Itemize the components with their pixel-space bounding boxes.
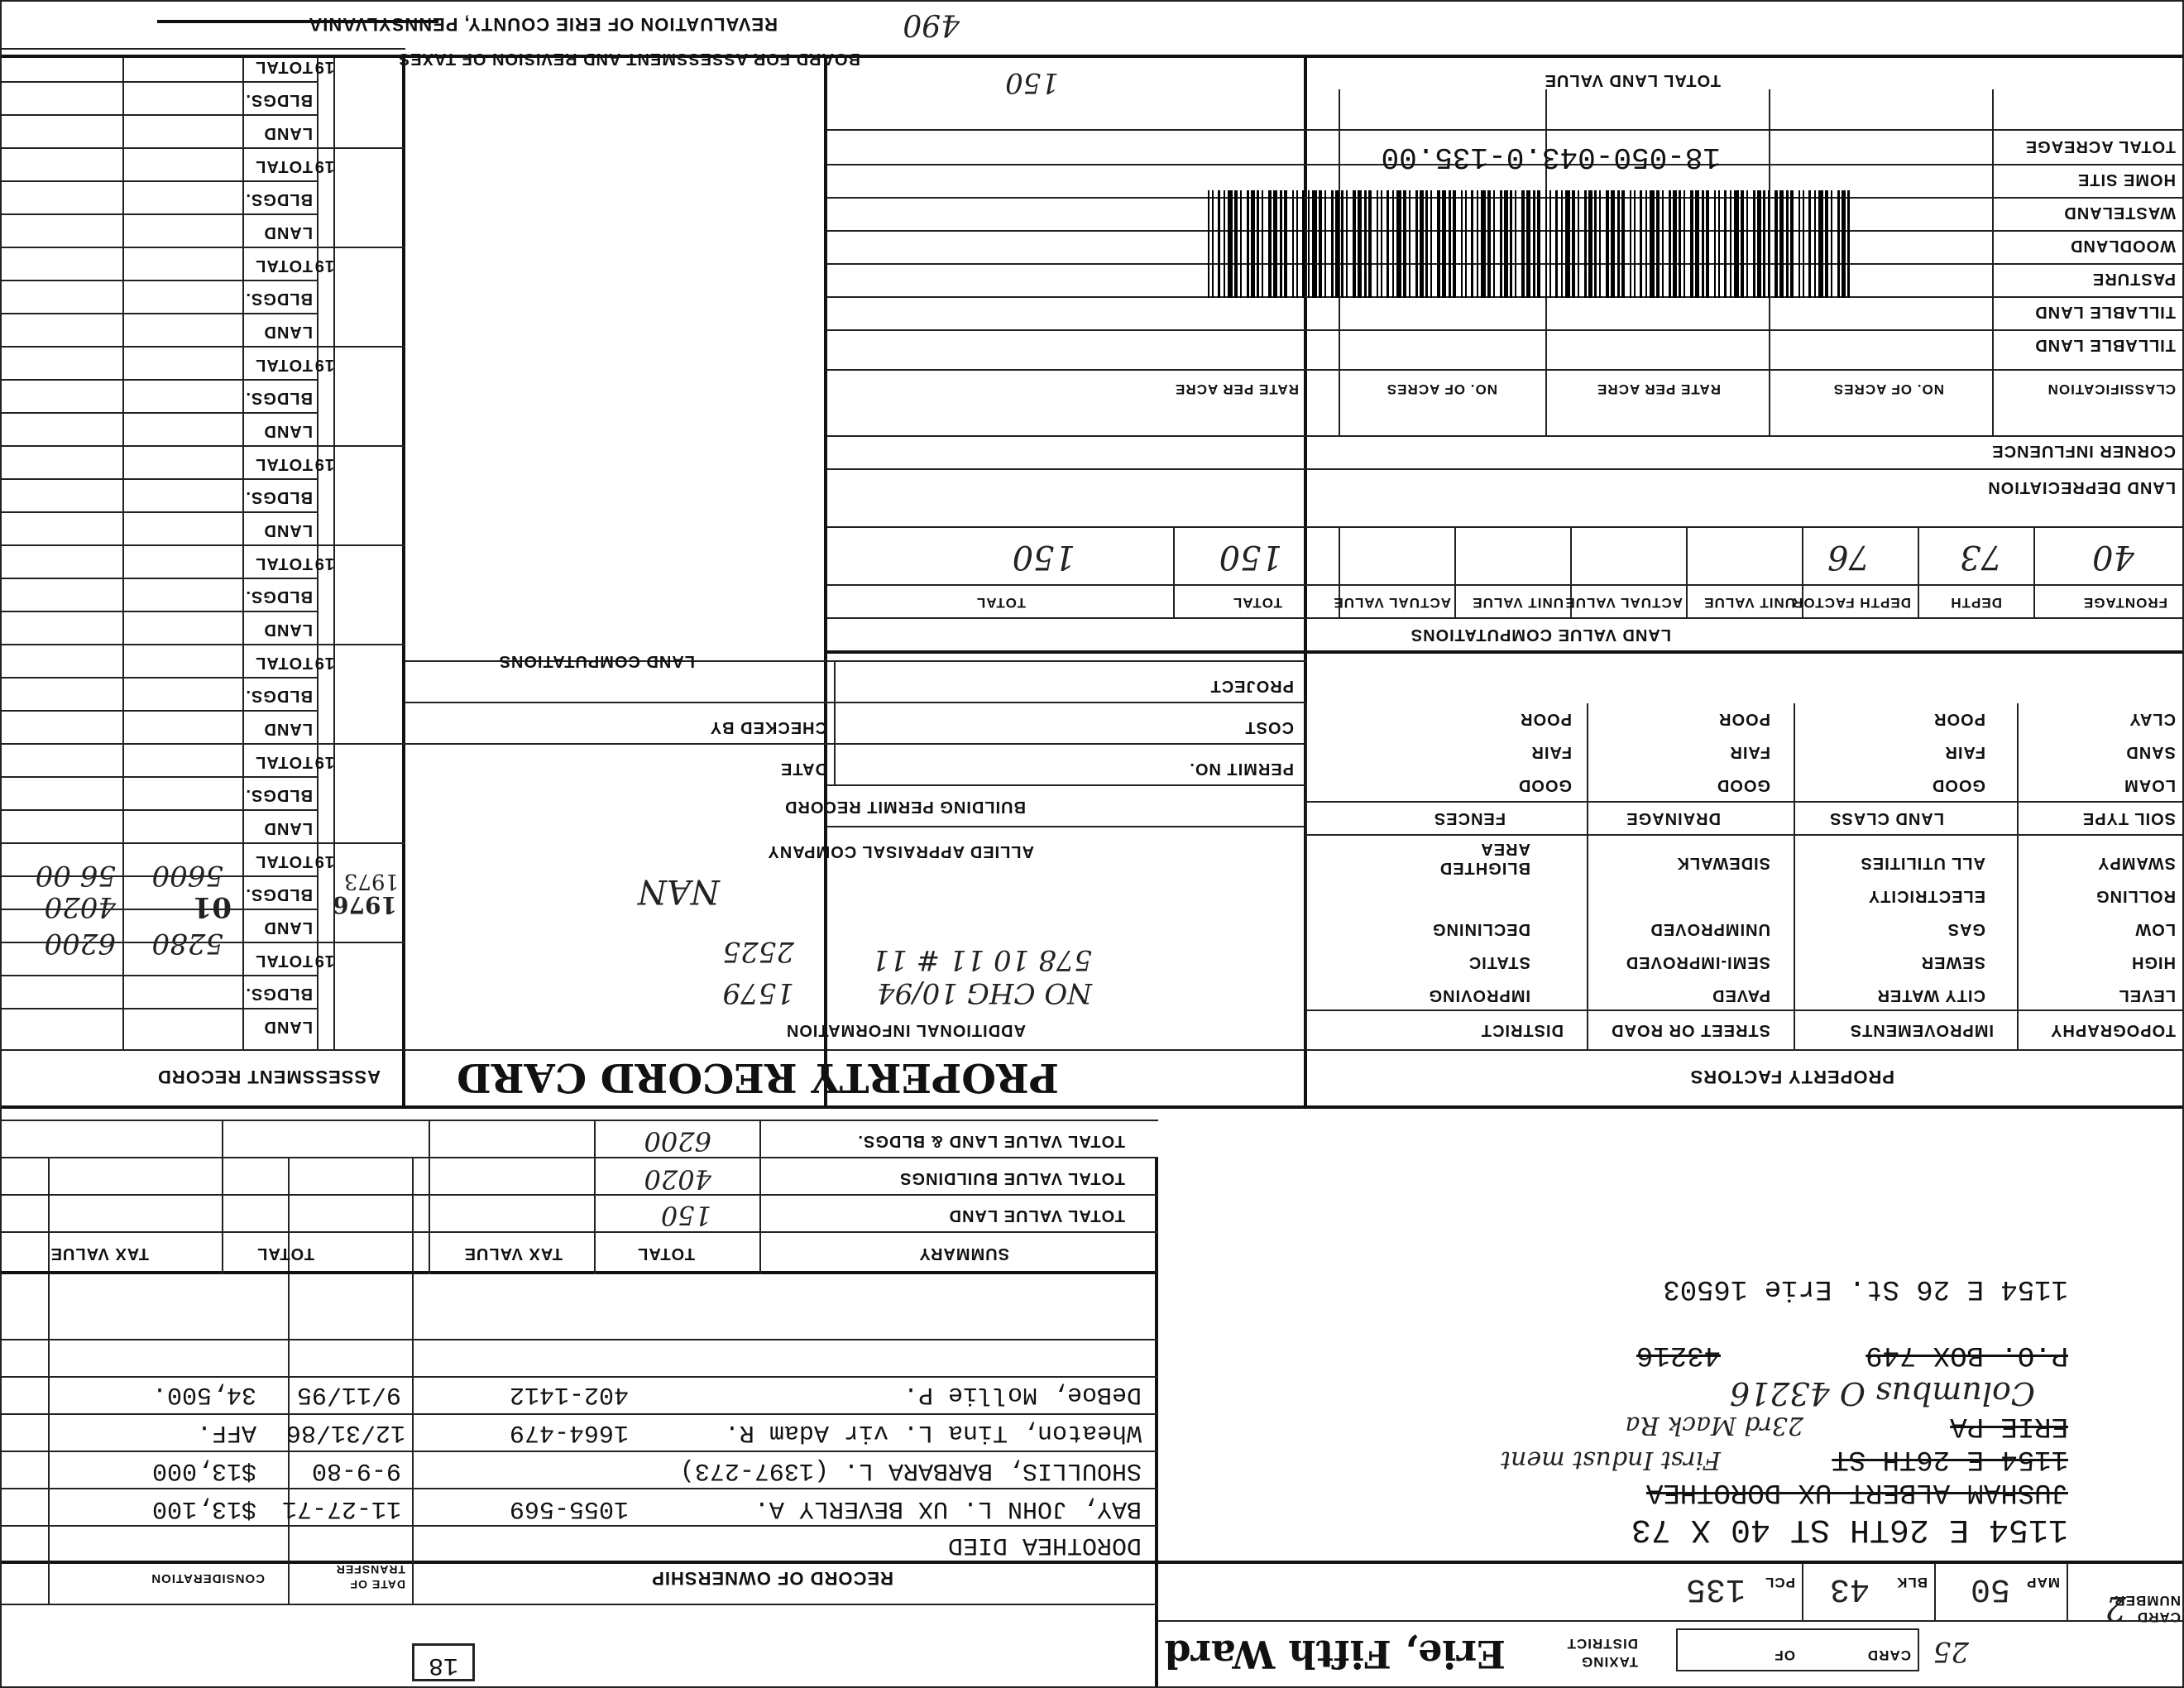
land-value-title: LAND VALUE COMPUTATIONS [1410,626,1671,644]
lv-corner-influence: CORNER INFLUENCE [1991,442,2176,460]
taxing-label: TAXING [1581,1654,1638,1670]
owner-3-name: Wheaton, Tina L. vir Adam R. [724,1418,1142,1446]
owner-2-date: 9-9-80 [311,1456,401,1484]
acre-rate-2: RATE PER ACRE [1175,381,1299,397]
improvement-electricity[interactable]: ELECTRICITY [1867,887,1985,905]
assessment-row-total: TOTAL [255,356,313,374]
address-hand2: 23rd Mack Ra [1625,1411,1803,1440]
acre-classification: CLASSIFICATION [2047,381,2176,397]
owner-1-name: BAY, JOHN L. UX BEVERLY A. [754,1494,1142,1523]
land-class-fair[interactable]: FAIR [1944,743,1985,761]
assessment-row-land: LAND [263,323,313,341]
assessment-row-bldgs: BLDGS. [245,687,313,705]
permit-no-label: PERMIT NO. [1189,760,1294,778]
district-declining[interactable]: DECLINING [1432,920,1530,938]
info-hand1: NO CHG 10/94 [876,976,1092,1009]
assessment-row-land: LAND [263,1018,313,1036]
address-hand1: First Indust ment [1500,1446,1721,1475]
owner-1-consideration: $13,100 [151,1494,256,1523]
land-computations-label: LAND COMPUTATIONS [498,652,695,670]
assessment-year-prefix: 19 [314,654,334,672]
assessment-year-prefix: 19 [314,257,334,275]
ownership-consideration-label: CONSIDERATION [151,1571,265,1585]
summary-tax-value: TAX VALUE [463,1244,563,1263]
assessment-year-prefix: 19 [314,554,334,573]
fences-fair[interactable]: FAIR [1530,743,1572,761]
street-semi-improved[interactable]: SEMI-IMPROVED [1625,953,1770,971]
street-paved[interactable]: PAVED [1712,986,1770,1005]
map-value: 50 [1970,1570,2010,1607]
drainage-good[interactable]: GOOD [1716,776,1770,794]
district-value: Erie, Fifth Ward [1164,1632,1506,1676]
improvements-label: IMPROVEMENTS [1849,1021,1994,1039]
drainage-fair[interactable]: FAIR [1729,743,1770,761]
assessment-year-prefix: 19 [314,356,334,374]
card-number-box: 18 [412,1643,475,1681]
assessment-total-hand: 56 00 [35,859,116,892]
address-line1: 1154 E 26TH ST 40 X 73 [1631,1510,2068,1547]
district-static[interactable]: STATIC [1468,953,1530,971]
pcl-label: PCL [1765,1575,1795,1590]
soil-clay[interactable]: CLAY [2129,710,2176,728]
address-line5: P.O. BOX 749 [1866,1339,2068,1370]
acre-row-woodland: WOODLAND [2070,237,2176,255]
lv-land-depreciation: LAND DEPRECIATION [1987,478,2176,496]
assessment-row-total: TOTAL [255,157,313,175]
assessment-row-total: TOTAL [255,554,313,573]
ownership-date-label: DATE OF TRANSFER [335,1563,405,1591]
assessment-row-total: TOTAL [255,852,313,870]
owner-1-book: 1055-569 [509,1494,629,1523]
owner-3-consideration: AFF. [196,1418,256,1446]
acre-row-home-site: HOME SITE [2076,170,2176,189]
board-title: BOARD FOR ASSESSMENT AND REVISION OF TAXES [397,50,860,68]
permit-checked-by-label: CHECKED BY [709,718,827,736]
card-number-hand: 2 [2105,1589,2126,1627]
address-line2: JUSHAM ALBERT UX DOROTHEA [1645,1476,2068,1508]
lv-depth-factor: DEPTH FACTOR [1792,595,1911,611]
permit-record-title: BUILDING PERMIT RECORD [784,798,1026,816]
lv-unit-value: UNIT VALUE [1703,595,1795,611]
permit-cost-label: COST [1244,718,1294,736]
allied-appraisal: ALLIED APPRAISAL COMPANY [767,842,1034,861]
owner-2-consideration: $13,000 [151,1456,256,1484]
pcl-value: 135 [1685,1570,1746,1607]
blk-label: BLK [1896,1575,1928,1590]
lv-total-2: TOTAL [975,595,1026,611]
property-record-card-title: PROPERTY RECORD CARD [457,1054,1059,1101]
land-class-label: LAND CLASS [1829,809,1944,827]
permit-project-label: PROJECT [1209,677,1294,695]
assessment-year-prefix: 19 [314,952,334,970]
assessment-row-land: LAND [263,223,313,242]
assessment-row-land: LAND [263,521,313,539]
parcel-id: 18-050-043.0-135.00 [1381,140,1721,174]
fences-poor[interactable]: POOR [1520,710,1572,728]
lv-total2-value: 150 [1012,538,1075,576]
assessment-row-land: LAND [263,720,313,738]
topography-high[interactable]: HIGH [2131,953,2176,971]
lv-actual-value: ACTUAL VALUE [1564,595,1683,611]
taxing-district-label: DISTRICT [1566,1636,1638,1652]
summary-tax-value-2: TAX VALUE [50,1244,149,1263]
land-class-poor[interactable]: POOR [1933,710,1985,728]
assessment-row-total: TOTAL [255,257,313,275]
topography-low[interactable]: LOW [2134,920,2176,938]
lv-actual-value-2: ACTUAL VALUE [1333,595,1451,611]
factors-district-label: DISTRICT [1480,1021,1564,1039]
assessment-row-bldgs: BLDGS. [245,389,313,407]
summary-row-buildings: TOTAL VALUE BUILDINGS [899,1169,1125,1187]
improvement-sewer[interactable]: SEWER [1920,953,1985,971]
improvement-gas[interactable]: GAS [1947,920,1985,938]
summary-row-total: TOTAL VALUE LAND & BLDGS. [857,1132,1125,1150]
district-blighted[interactable]: BLIGHTED AREA [1439,840,1530,877]
summary-title: SUMMARY [918,1244,1009,1263]
street-label: STREET OR ROAD [1611,1021,1770,1039]
acre-row-wasteland: WASTELAND [2063,204,2176,222]
assessment-row-bldgs: BLDGS. [245,290,313,308]
assessment-row-bldgs: BLDGS. [245,786,313,804]
header-handwritten-ref: 490 [903,7,960,41]
card-number-label: CARD NUMBER [2114,1593,2181,1625]
summary-total-2: TOTAL [256,1244,314,1263]
improvement-city-water[interactable]: CITY WATER [1876,986,1985,1005]
improvement-all-utilities[interactable]: ALL UTILITIES [1860,854,1985,872]
allied-initials: NAN [638,872,720,910]
soil-loam[interactable]: LOAM [2124,776,2176,794]
assessment-year-prefix: 19 [314,852,334,870]
additional-info-title: ADDITIONAL INFORMATION [785,1021,1026,1039]
card-hand: 25 [1933,1635,1969,1668]
map-label: MAP [2026,1575,2060,1590]
owner-4-date: 9/11/95 [296,1380,401,1408]
assessment-row-land: LAND [263,918,313,937]
district-improving[interactable]: IMPROVING [1428,986,1530,1005]
acre-row-total-acreage: TOTAL ACREAGE [2024,137,2176,156]
acre-row-pasture: PASTURE [2091,270,2176,288]
topography-label: TOPOGRAPHY [2050,1021,2176,1039]
acre-row-tillable-1: TILLABLE LAND [2034,336,2176,354]
assessment-row-land: LAND [263,422,313,440]
assessment-row-total: TOTAL [255,952,313,970]
address-hand3: Columbus O 43216 [1729,1375,2035,1412]
blk-value: 43 [1829,1570,1870,1607]
assessment-row-bldgs: BLDGS. [245,885,313,904]
assessment-land-value: 5280 [151,927,223,960]
drainage-poor[interactable]: POOR [1718,710,1770,728]
topography-swampy[interactable]: SWAMPY [2097,854,2176,872]
assessment-row-total: TOTAL [255,654,313,672]
summary-land-hand: 150 [660,1200,711,1231]
assessment-row-land: LAND [263,621,313,639]
summary-bldgs-hand: 4020 [644,1163,711,1195]
owner-2-name: SHOULLIS, BARBARA L. (1397-273) [679,1456,1142,1484]
address-zip: 43216 [1636,1339,1721,1370]
assessment-row-total: TOTAL [255,753,313,771]
permit-date-label: DATE [780,760,827,778]
land-class-good[interactable]: GOOD [1931,776,1985,794]
owner-4-book: 402-1412 [509,1380,629,1408]
assessment-row-land: LAND [263,819,313,837]
assessment-year-filled: 1973 [343,869,399,894]
lv-frontage-value: 40 [2092,538,2134,576]
acre-rate-1: RATE PER ACRE [1597,381,1721,397]
assessment-row-bldgs: BLDGS. [245,488,313,506]
owner-4-name: DeBoe, Mollie P. [903,1380,1142,1408]
lv-total-1: TOTAL [1232,595,1282,611]
assessment-row-land: LAND [263,124,313,142]
header-title: REVALUATION OF ERIE COUNTY, PENNSYLVANIA [308,14,778,35]
assessment-year-prefix: 19 [314,753,334,771]
summary-total-hand: 6200 [644,1125,711,1157]
lv-frontage: FRONTAGE [2082,595,2167,611]
property-factors-title: PROPERTY FACTORS [1689,1067,1894,1087]
acre-no-2: NO. OF ACRES [1386,381,1497,397]
fences-good[interactable]: GOOD [1517,776,1572,794]
total-land-value-hand: 150 [1005,66,1059,99]
info-hand4: 2525 [722,935,794,968]
assessment-year-hand: 1976 [333,891,397,918]
street-sidewalk[interactable]: SIDEWALK [1676,854,1770,872]
ownership-title: RECORD OF OWNERSHIP [651,1568,893,1589]
address-line6: 1154 E 26 St. Erie 16503 [1663,1273,2068,1304]
lv-depth-factor-value: 76 [1827,538,1870,576]
topography-rolling[interactable]: ROLLING [2095,887,2176,905]
lv-depth: DEPTH [1950,595,2002,611]
acre-no-1: NO. OF ACRES [1832,381,1944,397]
assessment-year-prefix: 19 [314,455,334,473]
address-line3: 1154 E 26TH ST [1832,1443,2068,1475]
assessment-row-total: TOTAL [255,455,313,473]
lv-unit-value-2: UNIT VALUE [1472,595,1564,611]
topography-level[interactable]: LEVEL [2118,986,2176,1005]
assessment-row-total: TOTAL [255,58,313,76]
summary-total: TOTAL [637,1244,695,1263]
assessment-record-title: ASSESSMENT RECORD [156,1067,381,1087]
owner-0-name: DOROTHEA DIED [947,1531,1142,1559]
acre-row-tillable-2: TILLABLE LAND [2034,303,2176,321]
assessment-row-bldgs: BLDGS. [245,91,313,109]
soil-sand[interactable]: SAND [2125,743,2176,761]
card-label: CARD [1866,1647,1911,1663]
of-label: OF [1774,1647,1795,1663]
lv-depth-value: 73 [1960,538,2002,576]
assessment-total-value: 5600 [151,859,223,892]
soil-type-label: SOIL TYPE [2081,809,2176,827]
owner-3-date: 12/31/86 [285,1418,405,1446]
assessment-year-prefix: 19 [314,58,334,76]
fences-label: FENCES [1433,809,1506,827]
assessment-land-hand: 6200 [44,927,116,960]
total-land-value-label: TOTAL LAND VALUE [1544,71,1721,89]
street-unimproved[interactable]: UNIMPROVED [1650,920,1770,938]
info-hand2: 578 10 11 # 11 [871,943,1092,976]
drainage-label: DRAINAGE [1626,809,1721,827]
assessment-bldgs-hand: 4020 [44,890,116,923]
summary-row-land: TOTAL VALUE LAND [948,1206,1125,1225]
info-hand3: 1579 [722,976,794,1009]
lv-total1-value: 150 [1219,538,1282,576]
owner-4-consideration: 34,500. [151,1380,256,1408]
owner-3-book: 1664-479 [509,1418,629,1446]
owner-1-date: 11-27-71 [281,1494,401,1523]
assessment-bldgs-value: 01 [192,890,232,923]
assessment-year-prefix: 19 [314,157,334,175]
assessment-row-bldgs: BLDGS. [245,190,313,209]
assessment-row-bldgs: BLDGS. [245,587,313,606]
address-line4: ERIE PA [1950,1410,2068,1441]
assessment-row-bldgs: BLDGS. [245,985,313,1003]
